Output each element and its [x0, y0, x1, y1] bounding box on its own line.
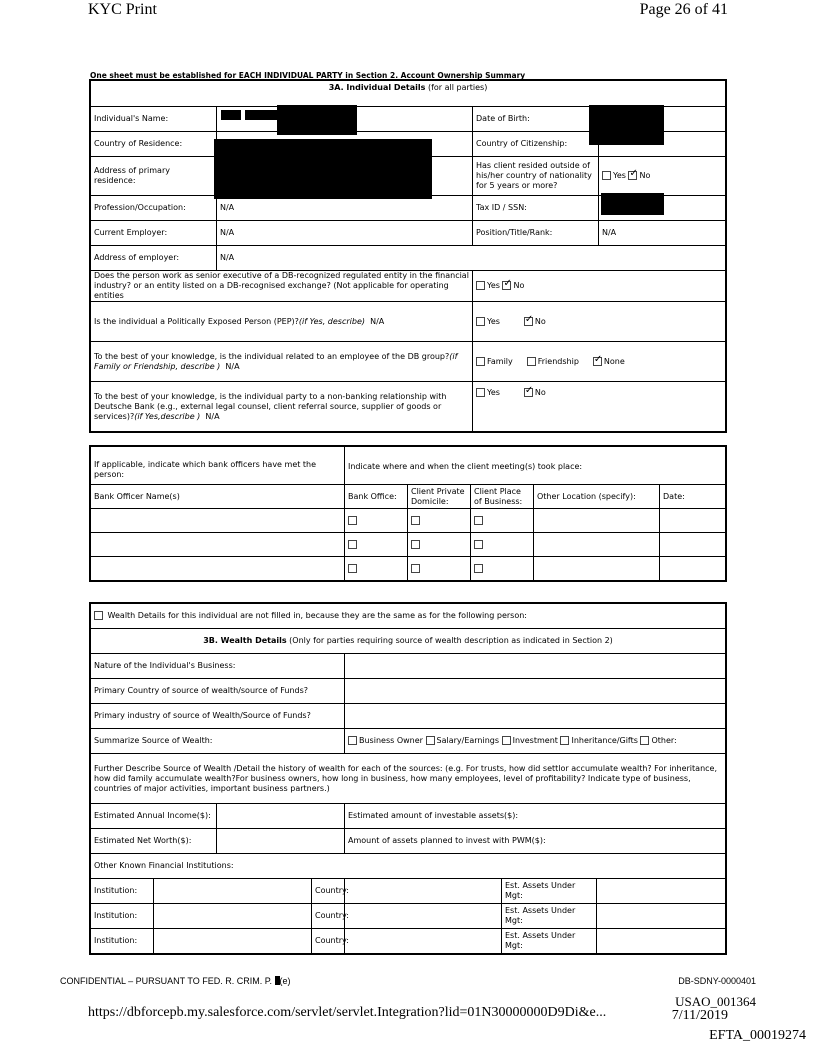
- wealth-details-table: [90, 603, 726, 954]
- wealth-sources-options: Business Owner Salary/Earnings Investment Inheritance/Gifts Other:: [345, 729, 726, 754]
- checkbox-yes[interactable]: [476, 388, 485, 397]
- individual-name-value: [217, 107, 473, 132]
- checkbox-yes[interactable]: [476, 317, 485, 326]
- redaction-box: [221, 110, 241, 120]
- current-employer-label: Current Employer:: [91, 221, 217, 246]
- est-net-worth-label: Estimated Net Worth($):: [91, 829, 217, 854]
- table-row: [91, 904, 726, 929]
- individual-details-table: [90, 80, 726, 432]
- other-location-cell[interactable]: [534, 509, 660, 533]
- col-bank-office: Bank Office:: [345, 485, 408, 509]
- institution-value[interactable]: [154, 904, 312, 929]
- bank-office-cell: [345, 533, 408, 557]
- table-row: [91, 533, 726, 557]
- officers-met-label: If applicable, indicate which bank officers have met the person:: [91, 447, 345, 485]
- country-citizenship-label: Country of Citizenship:: [473, 132, 599, 157]
- bank-office-cell: [345, 557, 408, 581]
- section-notice: One sheet must be established for EACH INDIVIDUAL PARTY in Section 2. Account Ownership Summary: [90, 71, 526, 80]
- print-date: 7/11/2019: [671, 1008, 728, 1023]
- est-investable-label: Estimated amount of investable assets($):: [345, 804, 726, 829]
- checkbox-no[interactable]: [524, 317, 533, 326]
- checkbox-business-owner[interactable]: [348, 736, 357, 745]
- assets-label: Est. Assets Under Mgt:: [502, 879, 597, 904]
- section-3a-header: 3A. Individual Details (for all parties): [91, 81, 726, 107]
- non-banking-answer: Yes✓ No: [473, 382, 726, 432]
- checkbox-yes[interactable]: [476, 281, 485, 290]
- country-residence-value: [217, 132, 473, 157]
- senior-exec-question: Does the person work as senior executive of a DB-recognized regulated entity in the financial industry? or an entity listed on a DB-recognised exchange? (Not applicable for operating entities: [91, 271, 473, 302]
- checkbox-family[interactable]: [476, 357, 485, 366]
- checkbox-no[interactable]: [628, 171, 637, 180]
- dob-value: [599, 107, 726, 132]
- profession-label: Profession/Occupation:: [91, 196, 217, 221]
- client-domicile-cell: [408, 557, 471, 581]
- redaction-box: [589, 105, 664, 145]
- further-describe-wealth: Further Describe Source of Wealth /Detail the history of wealth for each of the sources: (e.g. For trusts, how did settlor accumulate wealth? For inheritance, how did family accumulate wealth?For business owners, how long in business, how many employees, level of profitability? Indicate type of business, countries of major activities, important business partners.): [91, 754, 726, 804]
- institution-value[interactable]: [154, 929, 312, 954]
- checkbox-no[interactable]: [502, 281, 511, 290]
- confidential-notice: CONFIDENTIAL – PURSUANT TO FED. R. CRIM. P. (e): [60, 976, 291, 986]
- est-income-label: Estimated Annual Income($):: [91, 804, 217, 829]
- checkbox-salary[interactable]: [426, 736, 435, 745]
- country-label: Country:: [312, 929, 345, 954]
- redaction-box: [277, 105, 357, 135]
- col-date: Date:: [660, 485, 726, 509]
- primary-industry-label: Primary industry of source of Wealth/Source of Funds?: [91, 704, 345, 729]
- col-client-domicile: Client Private Domicile:: [408, 485, 471, 509]
- country-label: Country:: [312, 879, 345, 904]
- pep-answer: Yes✓ No: [473, 302, 726, 342]
- client-business-cell: [471, 509, 534, 533]
- client-domicile-cell: [408, 509, 471, 533]
- assets-label: Est. Assets Under Mgt:: [502, 904, 597, 929]
- assets-value[interactable]: [597, 879, 726, 904]
- usao-stamp: USAO_001364: [675, 994, 756, 1009]
- profession-value: N/A: [217, 196, 473, 221]
- page-indicator: Page 26 of 41: [639, 1, 728, 18]
- tax-id-value: [599, 196, 726, 221]
- checkbox-bank-office[interactable]: [348, 516, 357, 525]
- institution-label: Institution:: [91, 929, 154, 954]
- checkbox-client-domicile[interactable]: [411, 540, 420, 549]
- checkbox-client-business[interactable]: [474, 564, 483, 573]
- related-employee-answer: Family Friendship✓ None: [473, 342, 726, 382]
- resided-outside-question: Has client resided outside of his/her country of nationality for 5 years or more?: [473, 157, 599, 196]
- checkbox-client-domicile[interactable]: [411, 516, 420, 525]
- date-cell[interactable]: [660, 509, 726, 533]
- bank-office-cell: [345, 509, 408, 533]
- position-value: N/A: [599, 221, 726, 246]
- nature-business-value[interactable]: [345, 654, 726, 679]
- checkbox-yes[interactable]: [602, 171, 611, 180]
- checkbox-client-business[interactable]: [474, 516, 483, 525]
- checkbox-wealth-same[interactable]: [94, 611, 103, 620]
- primary-industry-value[interactable]: [345, 704, 726, 729]
- checkbox-inheritance[interactable]: [560, 736, 569, 745]
- assets-label: Est. Assets Under Mgt:: [502, 929, 597, 954]
- tax-id-label: Tax ID / SSN:: [473, 196, 599, 221]
- position-label: Position/Title/Rank:: [473, 221, 599, 246]
- assets-pwm-label: Amount of assets planned to invest with PWM($):: [345, 829, 726, 854]
- col-bank-officer: Bank Officer Name(s): [91, 485, 345, 509]
- est-net-worth-value[interactable]: [217, 829, 345, 854]
- checkbox-bank-office[interactable]: [348, 540, 357, 549]
- client-domicile-cell: [408, 533, 471, 557]
- checkbox-no[interactable]: [524, 388, 533, 397]
- officer-name-cell[interactable]: [91, 557, 345, 581]
- table-row: [91, 509, 726, 533]
- nature-business-label: Nature of the Individual's Business:: [91, 654, 345, 679]
- dob-label: Date of Birth:: [473, 107, 599, 132]
- institution-label: Institution:: [91, 904, 154, 929]
- current-employer-value: N/A: [217, 221, 473, 246]
- checkbox-friendship[interactable]: [527, 357, 536, 366]
- checkbox-investment[interactable]: [502, 736, 511, 745]
- meetings-table: [90, 446, 726, 581]
- other-location-cell[interactable]: [534, 533, 660, 557]
- checkbox-client-business[interactable]: [474, 540, 483, 549]
- primary-address-label: Address of primary residence:: [91, 157, 217, 196]
- country-value[interactable]: [345, 904, 502, 929]
- employer-address-label: Address of employer:: [91, 246, 217, 271]
- table-row: [91, 557, 726, 581]
- assets-value[interactable]: [597, 929, 726, 954]
- officer-name-cell[interactable]: [91, 509, 345, 533]
- redaction-box: [601, 193, 664, 215]
- other-location-cell[interactable]: [534, 557, 660, 581]
- print-title: KYC Print: [88, 1, 157, 18]
- resided-outside-answer: Yes ✓ No: [599, 157, 726, 196]
- primary-country-value[interactable]: [345, 679, 726, 704]
- related-employee-question: To the best of your knowledge, is the individual related to an employee of the DB group?(if Family or Friendship, describe ) N/A: [91, 342, 473, 382]
- institution-value[interactable]: [154, 879, 312, 904]
- redaction-box: [214, 139, 432, 199]
- col-other-location: Other Location (specify):: [534, 485, 660, 509]
- non-banking-question: To the best of your knowledge, is the individual party to a non-banking relationship with Deutsche Bank (e.g., external legal counsel, client referral source, supplier of goods or services)?(if Yes,describe ) N/A: [91, 382, 473, 432]
- country-value[interactable]: [345, 879, 502, 904]
- section-3b-header: 3B. Wealth Details (Only for parties requiring source of wealth description as indicated in Section 2): [91, 629, 726, 654]
- country-residence-label: Country of Residence:: [91, 132, 217, 157]
- country-label: Country:: [312, 904, 345, 929]
- employer-address-value: N/A: [217, 246, 726, 271]
- col-client-business: Client Place of Business:: [471, 485, 534, 509]
- checkbox-other[interactable]: [640, 736, 649, 745]
- meeting-location-label: Indicate where and when the client meeting(s) took place:: [345, 447, 726, 485]
- client-business-cell: [471, 533, 534, 557]
- page-url: https://dbforcepb.my.salesforce.com/servlet/servlet.Integration?lid=01N30000000D9Di&e...: [88, 1005, 607, 1020]
- est-income-value[interactable]: [217, 804, 345, 829]
- individual-name-label: Individual's Name:: [91, 107, 217, 132]
- assets-value[interactable]: [597, 904, 726, 929]
- country-value[interactable]: [345, 929, 502, 954]
- wealth-same-as-row: Wealth Details for this individual are not filled in, because they are the same as for the following person:: [91, 604, 726, 629]
- institution-label: Institution:: [91, 879, 154, 904]
- checkbox-bank-office[interactable]: [348, 564, 357, 573]
- client-business-cell: [471, 557, 534, 581]
- redaction-box: [275, 976, 280, 985]
- checkbox-client-domicile[interactable]: [411, 564, 420, 573]
- checkbox-none[interactable]: [593, 357, 602, 366]
- table-row: [91, 929, 726, 954]
- table-row: [91, 879, 726, 904]
- efta-stamp: EFTA_00019274: [709, 1028, 806, 1043]
- bates-id: DB-SDNY-0000401: [678, 976, 756, 986]
- redaction-box: [245, 110, 277, 120]
- senior-exec-answer: Yes ✓ No: [473, 271, 726, 302]
- officer-name-cell[interactable]: [91, 533, 345, 557]
- date-cell[interactable]: [660, 557, 726, 581]
- date-cell[interactable]: [660, 533, 726, 557]
- pep-question: Is the individual a Politically Exposed Person (PEP)?(if Yes, describe) N/A: [91, 302, 473, 342]
- primary-country-label: Primary Country of source of wealth/source of Funds?: [91, 679, 345, 704]
- summarize-wealth-label: Summarize Source of Wealth:: [91, 729, 345, 754]
- other-fi-label: Other Known Financial Institutions:: [91, 854, 726, 879]
